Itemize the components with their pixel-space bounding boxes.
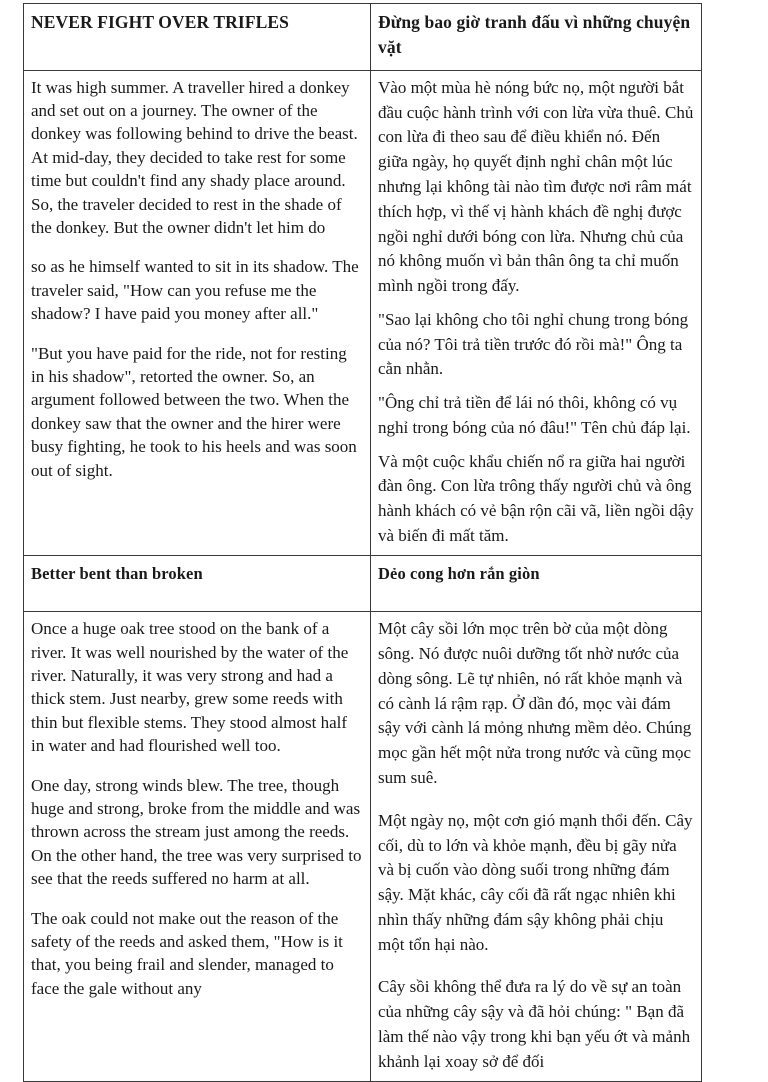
paragraph: Và một cuộc khẩu chiến nổ ra giữa hai người đàn ông. Con lừa trông thấy người chủ và ông hành khách có vẻ bận rộn cãi vã, liền ngồi dậy và biến đi mất tăm. bbox=[378, 451, 694, 545]
paragraph: Cây sồi không thể đưa ra lý do về sự an toàn của những cây sậy và đã hỏi chúng: " Bạn đã làm thế nào vậy trong khi bạn yếu ớt và mảnh khảnh lại xoay sở để đối bbox=[378, 977, 691, 1071]
story2-body-en bbox=[24, 612, 371, 1082]
paragraph: One day, strong winds blew. The tree, though huge and strong, broke from the middle and was thrown across the stream just among the reeds. On the other hand, the tree was very surprised to see that the reeds suffered no harm at all. bbox=[31, 775, 362, 889]
paragraph: "But you have paid for the ride, not for resting in his shadow", retorted the owner. So, an argument followed between the two. When the donkey saw that the owner and the hirer were busy fighting, he took to his heels and was soon out of sight. bbox=[31, 343, 357, 480]
table-row-story2-body bbox=[24, 612, 702, 1082]
paragraph: "Sao lại không cho tôi nghỉ chung trong bóng của nó? Tôi trả tiền trước đó rồi mà!" Ông ta cằn nhằn. bbox=[378, 309, 689, 379]
paragraph: "Ông chỉ trả tiền để lái nó thôi, không có vụ nghỉ trong bóng của nó đâu!" Tên chủ đáp lại. bbox=[378, 393, 691, 437]
story2-title-en: Better bent than broken bbox=[24, 555, 371, 611]
bilingual-story-table bbox=[23, 3, 702, 1082]
story2-body-vi bbox=[371, 612, 702, 1082]
story1-title-vi: Đừng bao giờ tranh đấu vì những chuyện vặt bbox=[371, 4, 702, 71]
table-row-story2-title bbox=[24, 555, 702, 611]
story1-body-vi bbox=[371, 70, 702, 555]
table-row-story1-body bbox=[24, 70, 702, 555]
paragraph: It was high summer. A traveller hired a donkey and set out on a journey. The owner of the donkey was following behind to drive the beast. At mid-day, they decided to take rest for some time but couldn't find any shady place around. So, the traveler decided to rest in the shade of the donkey. But the owner didn't let him do bbox=[31, 77, 358, 237]
paragraph: Vào một mùa hè nóng bức nọ, một người bắt đầu cuộc hành trình với con lừa vừa thuê. Chủ con lừa đi theo sau để điều khiển nó. Đến giữa ngày, họ quyết định nghỉ chân một lúc nhưng lại không tài nào tìm được nơi râm mát thích hợp, vì thế vị hành khách đề nghị được ngồi nghỉ dưới bóng con lừa. Nhưng chủ của nó không muốn vì bản thân ông ta chỉ muốn mình ngồi trong đấy. bbox=[378, 77, 694, 296]
paragraph: The oak could not make out the reason of the safety of the reeds and asked them, "How is it that, you being frail and slender, managed to face the gale without any bbox=[31, 908, 343, 998]
story1-title-en: NEVER FIGHT OVER TRIFLES bbox=[24, 4, 371, 71]
story2-title-vi: Dẻo cong hơn rắn giòn bbox=[371, 555, 702, 611]
paragraph: Once a huge oak tree stood on the bank of a river. It was well nourished by the water of the river. Naturally, it was very strong and had a thick stem. Just nearby, grew some reeds with thin but flexible stems. They stood almost half in water and had flourished well too. bbox=[31, 619, 349, 756]
paragraph: so as he himself wanted to sit in its shadow. The traveler said, "How can you refuse me the shadow? I have paid you money after all." bbox=[31, 257, 359, 324]
paragraph: Một ngày nọ, một cơn gió mạnh thổi đến. Cây cối, dù to lớn và khỏe mạnh, đều bị gãy nửa và bị cuốn vào dòng suối trong những đám sậy. Mặt khác, cây cối đã rất ngạc nhiên khi nhìn thấy những đám sậy không phải chịu một tổn hại nào. bbox=[378, 810, 693, 954]
story1-body-en bbox=[24, 70, 371, 555]
paragraph: Một cây sồi lớn mọc trên bờ của một dòng sông. Nó được nuôi dưỡng tốt nhờ nước của dòng sông. Lẽ tự nhiên, nó rất khỏe mạnh và có cành lá rậm rạp. Ở dần đó, mọc vài đám sậy với cành lá mỏng nhưng mềm dẻo. Chúng mọc gần hết một nửa trong nước và cũng mọc sum suê. bbox=[378, 619, 692, 788]
table-row-story1-title bbox=[24, 4, 702, 71]
